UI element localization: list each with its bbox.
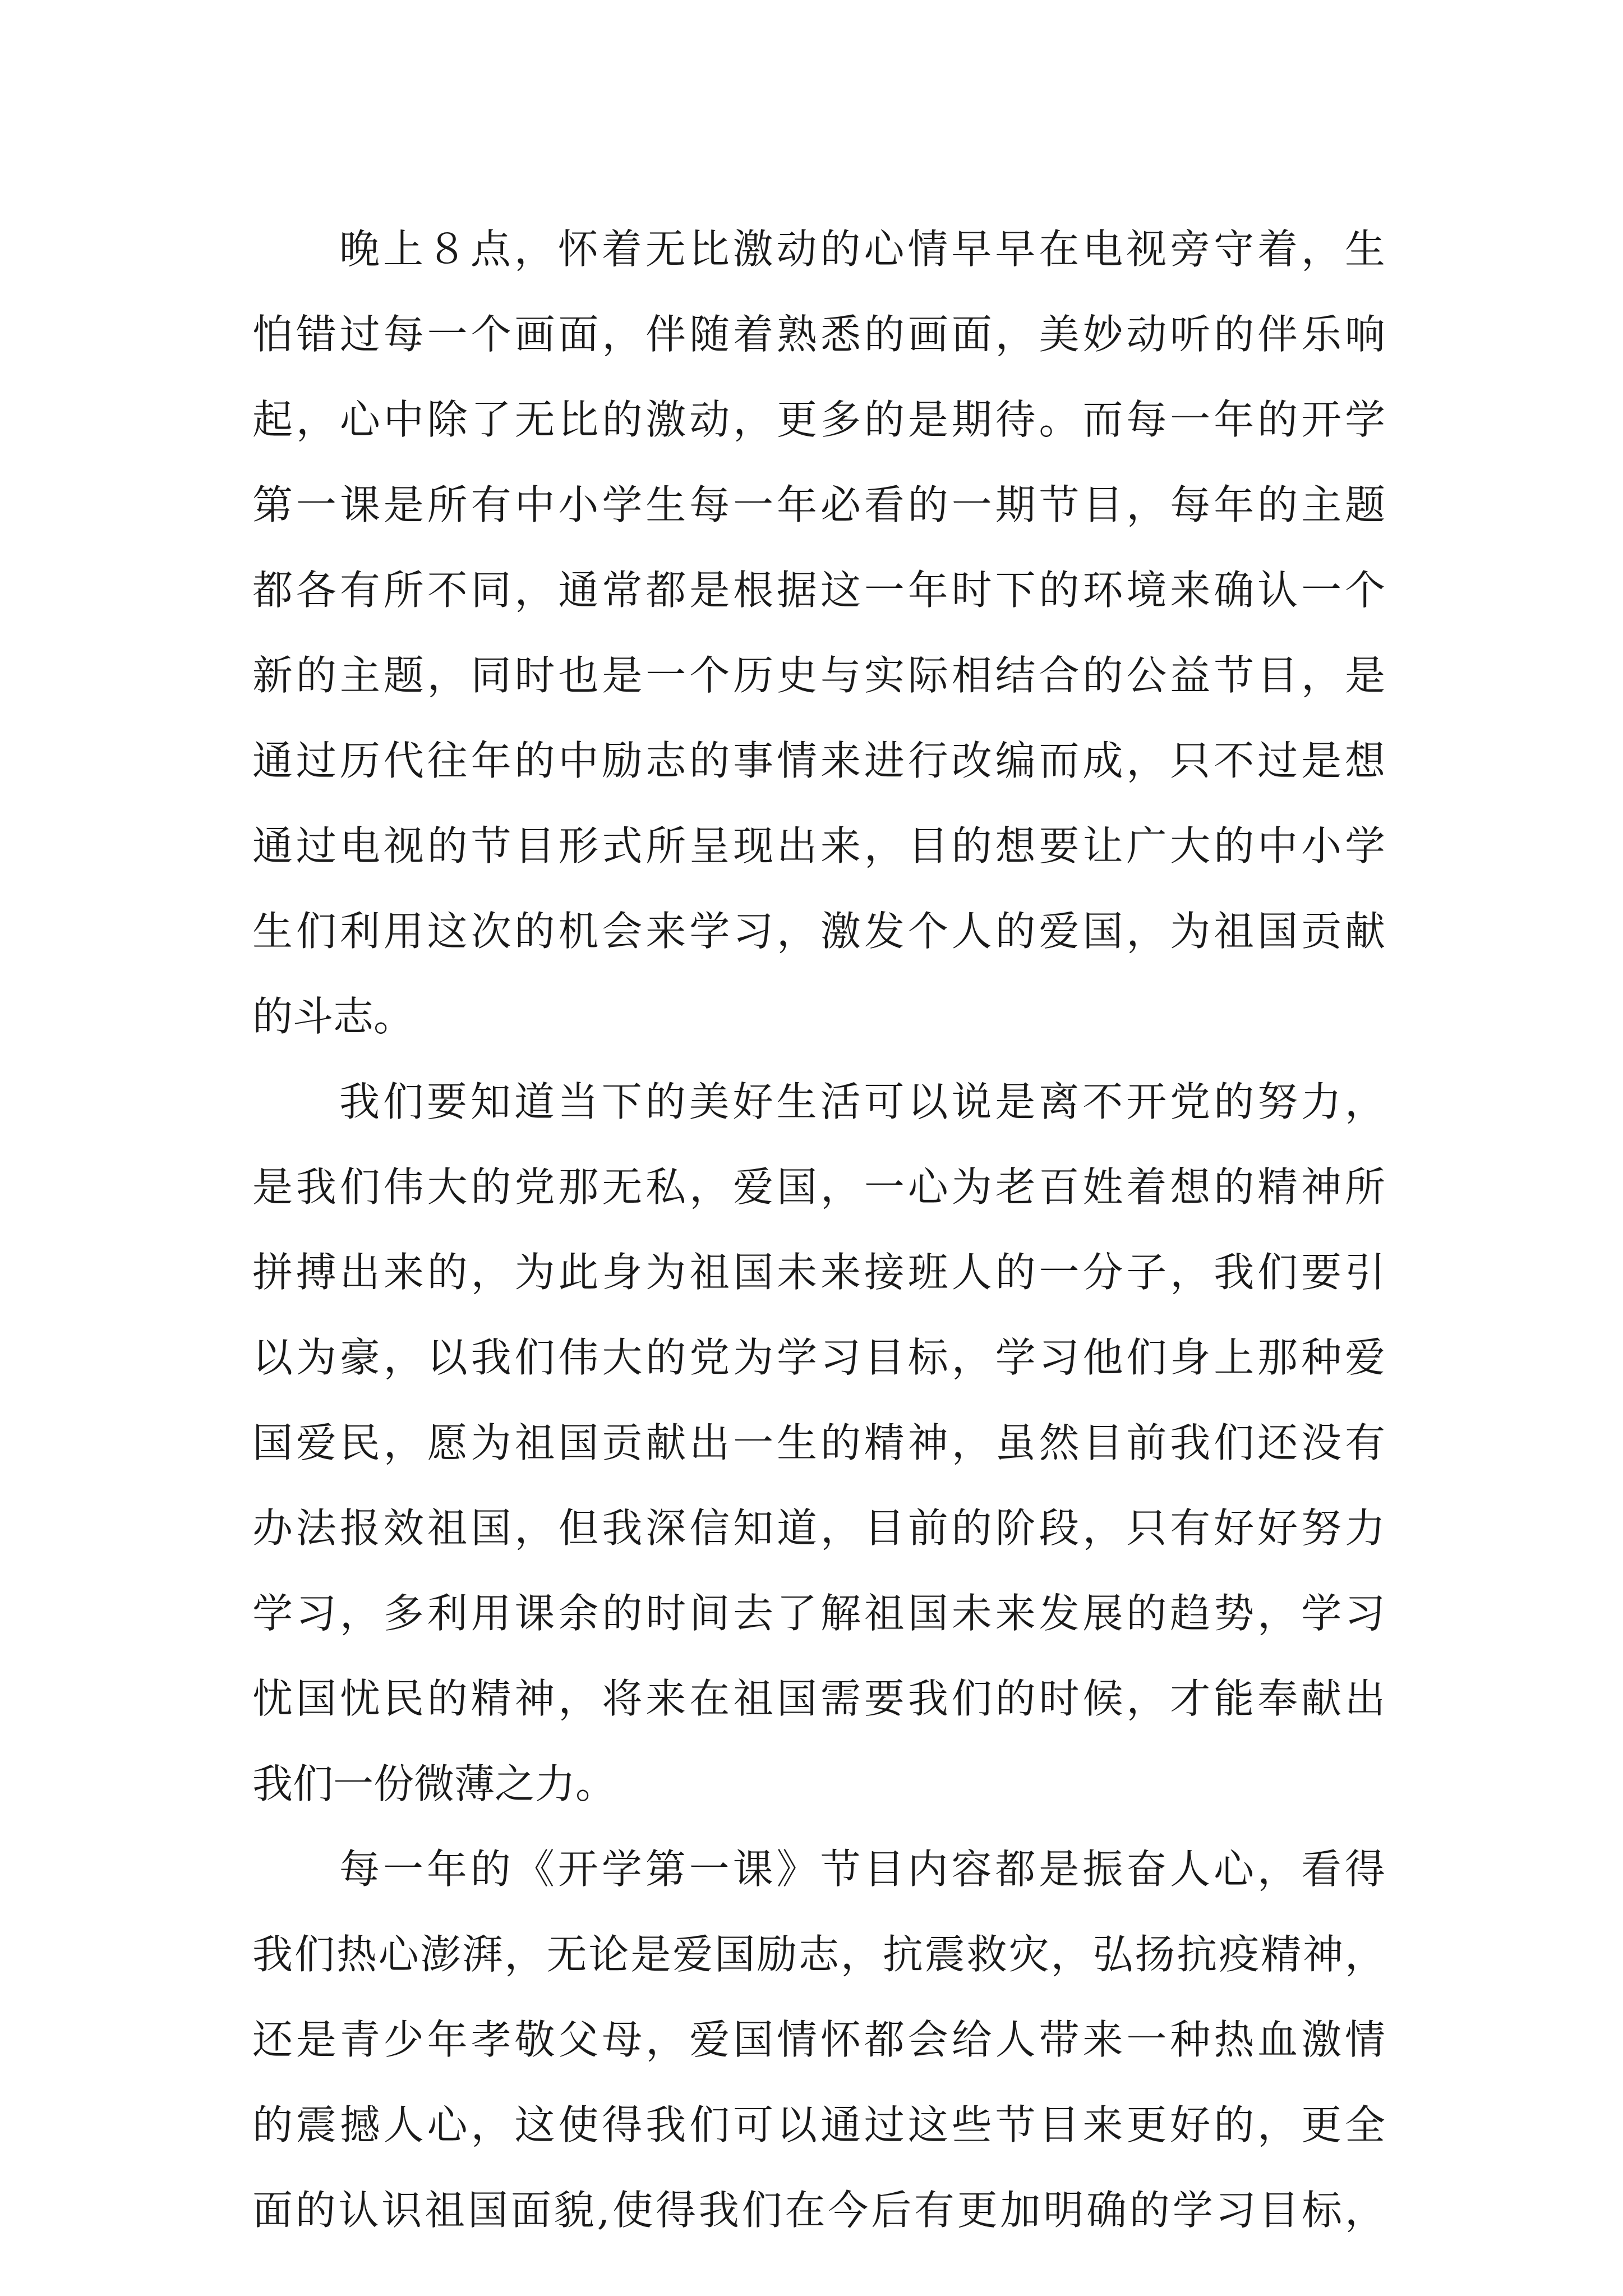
paragraph <box>252 1826 1385 2253</box>
text-line: 生们利用这次的机会来学习，激发个人的爱国，为祖国贡献 <box>252 908 1385 955</box>
text-line: 每一年的《开学第一课》节目内容都是振奋人心，看得 <box>339 1846 1385 1893</box>
text-line: 我们要知道当下的美好生活可以说是离不开党的努力， <box>339 1078 1385 1125</box>
text-line: 起，心中除了无比的激动，更多的是期待。而每一年的开学 <box>252 396 1385 443</box>
paragraph <box>252 1059 1385 1826</box>
text-line: 通过历代往年的中励志的事情来进行改编而成，只不过是想 <box>252 737 1385 784</box>
document-body <box>252 206 1385 2253</box>
text-line: 晚上８点，怀着无比激动的心情早早在电视旁守着，生 <box>339 226 1385 273</box>
text-line: 的震撼人心，这使得我们可以通过这些节目来更好的，更全 <box>252 2101 1385 2148</box>
paragraph <box>252 206 1385 1059</box>
text-line: 国爱民，愿为祖国贡献出一生的精神，虽然目前我们还没有 <box>252 1419 1385 1466</box>
text-line: 办法报效祖国，但我深信知道，目前的阶段，只有好好努力 <box>252 1504 1385 1552</box>
text-line: 通过电视的节目形式所呈现出来，目的想要让广大的中小学 <box>252 822 1385 869</box>
text-line: 面的认识祖国面貌,使得我们在今后有更加明确的学习目标， <box>252 2187 1385 2234</box>
text-line: 学习，多利用课余的时间去了解祖国未来发展的趋势，学习 <box>252 1590 1385 1637</box>
text-line: 都各有所不同，通常都是根据这一年时下的环境来确认一个 <box>252 567 1385 614</box>
text-line: 我们一份微薄之力。 <box>252 1760 616 1807</box>
text-line: 第一课是所有中小学生每一年必看的一期节目，每年的主题 <box>252 481 1385 528</box>
text-line: 新的主题，同时也是一个历史与实际相结合的公益节目，是 <box>252 652 1385 699</box>
text-line: 怕错过每一个画面，伴随着熟悉的画面，美妙动听的伴乐响 <box>252 311 1385 358</box>
text-line: 是我们伟大的党那无私，爱国，一心为老百姓着想的精神所 <box>252 1163 1385 1211</box>
text-line: 忧国忧民的精神，将来在祖国需要我们的时候，才能奉献出 <box>252 1675 1385 1722</box>
text-line: 拼搏出来的，为此身为祖国未来接班人的一分子，我们要引 <box>252 1249 1385 1296</box>
text-line: 我们热心澎湃，无论是爱国励志，抗震救灾，弘扬抗疫精神， <box>252 1931 1385 1978</box>
text-line: 的斗志。 <box>252 993 414 1040</box>
text-line: 还是青少年孝敬父母，爱国情怀都会给人带来一种热血激情 <box>252 2016 1385 2063</box>
text-line: 以为豪，以我们伟大的党为学习目标，学习他们身上那种爱 <box>252 1334 1385 1381</box>
